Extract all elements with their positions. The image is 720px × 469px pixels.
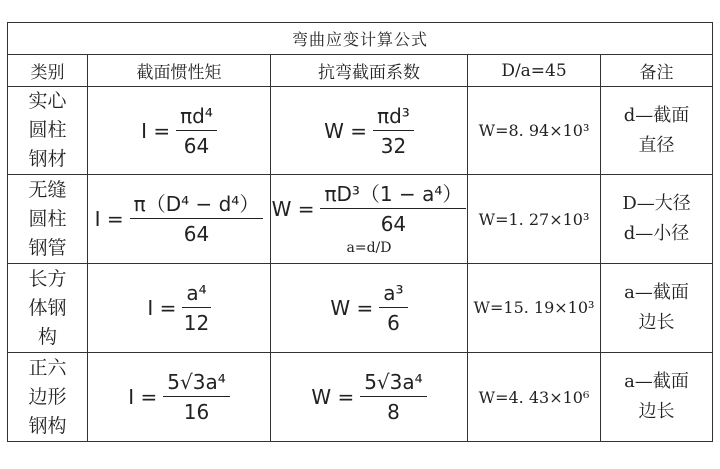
formula-lhs: W =	[311, 385, 355, 409]
header-inertia: 截面惯性矩	[88, 55, 271, 87]
remark-line: a—截面	[624, 371, 689, 392]
modulus-value: W=8. 94×10³	[468, 87, 601, 175]
formula-lhs: W =	[330, 296, 374, 320]
formula-denominator: 8	[387, 400, 400, 424]
formula-numerator: 5√3a⁴	[360, 370, 426, 397]
category-line: 长方	[28, 267, 67, 290]
inertia-formula	[88, 264, 271, 353]
modulus-formula	[271, 353, 468, 442]
formula-numerator: πd³	[373, 104, 414, 131]
formula-note: a=d/D	[346, 240, 392, 256]
remark-line: 边长	[638, 312, 675, 333]
category-cell	[8, 353, 88, 442]
formula-lhs: I =	[128, 385, 158, 409]
modulus-formula	[271, 175, 468, 264]
category-line: 正六	[28, 356, 67, 379]
category-line: 钢构	[28, 414, 67, 437]
category-line: 体钢	[28, 296, 67, 319]
header-ratio: D/a=45	[468, 55, 601, 87]
formula-lhs: I =	[141, 118, 171, 143]
formula-numerator: π（D⁴ − d⁴）	[130, 192, 264, 219]
remarks-cell	[601, 87, 713, 175]
formula-denominator: 64	[183, 222, 210, 246]
remarks-cell	[601, 175, 713, 264]
formula-numerator: a³	[379, 281, 407, 308]
formula-lhs: I =	[147, 296, 177, 320]
remark-line: 直径	[638, 134, 675, 156]
table-row	[8, 264, 713, 353]
inertia-formula	[88, 353, 271, 442]
category-line: 边形	[28, 385, 67, 408]
inertia-formula	[88, 175, 271, 264]
header-row	[8, 55, 713, 87]
table-row	[8, 353, 713, 442]
formula-numerator: a⁴	[182, 281, 210, 308]
category-cell	[8, 175, 88, 264]
table-row	[8, 87, 713, 175]
formula-denominator: 64	[380, 212, 407, 236]
formula-lhs: W =	[324, 118, 368, 143]
table-row	[8, 175, 713, 264]
category-cell	[8, 264, 88, 353]
formula-table	[7, 22, 713, 442]
category-line: 圆柱	[28, 207, 67, 230]
table-title: 弯曲应变计算公式	[8, 23, 713, 55]
formula-numerator: 5√3a⁴	[163, 370, 229, 397]
modulus-formula	[271, 87, 468, 175]
remark-line: d—小径	[623, 223, 690, 244]
formula-numerator: πd⁴	[176, 104, 217, 131]
formula-denominator: 6	[387, 311, 400, 335]
category-line: 构	[37, 325, 57, 348]
category-line: 钢材	[28, 148, 67, 170]
modulus-formula	[271, 264, 468, 353]
formula-denominator: 32	[380, 133, 407, 158]
formula-denominator: 12	[183, 311, 210, 335]
modulus-value: W=1. 27×10³	[468, 175, 601, 264]
remark-line: a—截面	[624, 282, 689, 303]
formula-lhs: W =	[271, 197, 315, 221]
remark-line: 边长	[638, 401, 675, 422]
category-line: 无缝	[28, 178, 67, 201]
remarks-cell	[601, 353, 713, 442]
inertia-formula	[88, 87, 271, 175]
category-line: 圆柱	[28, 119, 67, 141]
header-category: 类别	[8, 55, 88, 87]
remarks-cell	[601, 264, 713, 353]
category-line: 钢管	[28, 236, 67, 259]
formula-lhs: I =	[94, 207, 124, 231]
header-remarks: 备注	[601, 55, 713, 87]
remark-line: D—大径	[622, 193, 691, 214]
category-cell	[8, 87, 88, 175]
modulus-value: W=4. 43×10⁶	[468, 353, 601, 442]
header-modulus: 抗弯截面系数	[271, 55, 468, 87]
category-line: 实心	[28, 90, 67, 112]
modulus-value: W=15. 19×10³	[468, 264, 601, 353]
formula-denominator: 64	[183, 133, 210, 158]
formula-denominator: 16	[183, 400, 210, 424]
formula-numerator: πD³（1 − a⁴）	[320, 182, 466, 209]
remark-line: d—截面	[623, 104, 690, 126]
